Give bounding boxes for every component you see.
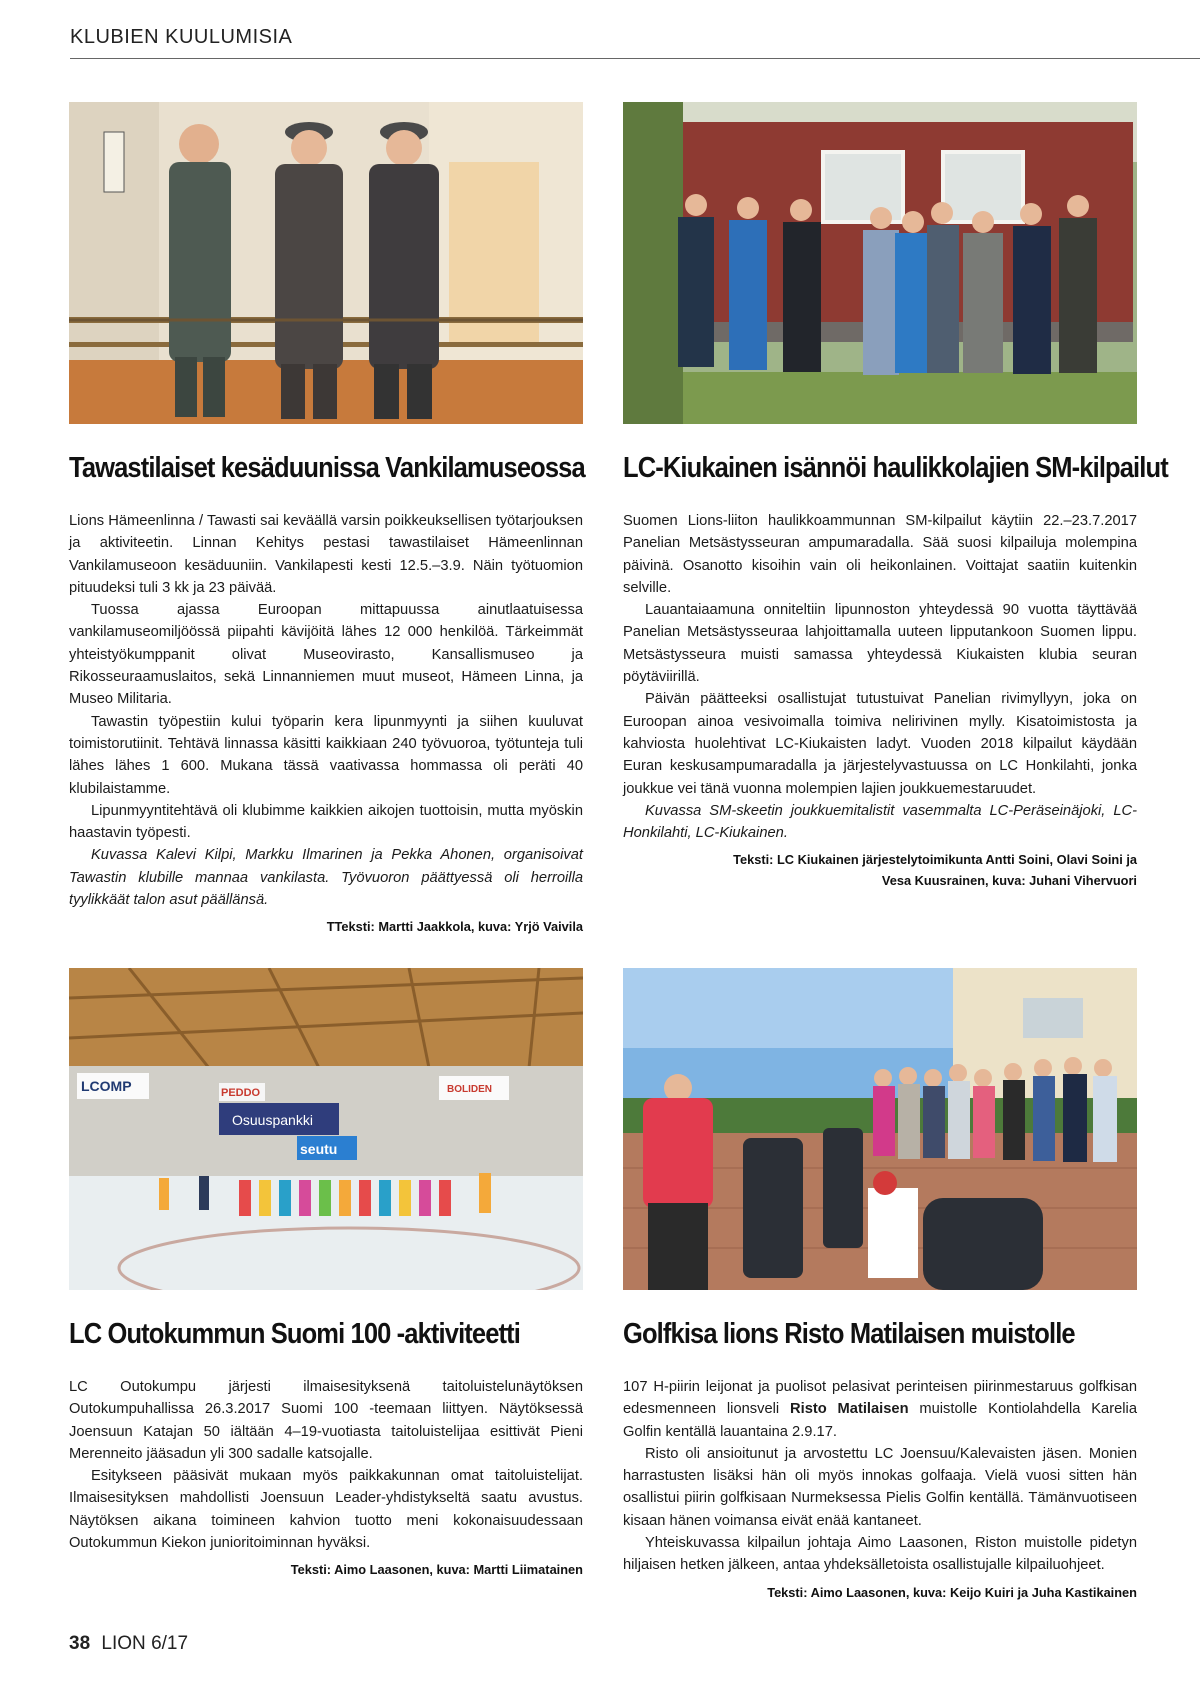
paragraph: Lions Hämeenlinna / Tawasti sai keväällä varsin poikkeuksellisen työtarjouksen ja aktiviteetin. Linnan Kehitys pestasi tawastilaiset Hämeenlinnan Vankilamuseoon kesäduuniin. Vankilapesti kesti 12.5.–3.9. Näin työtuomion pituudeksi tuli 3 kk ja 23 päivää. <box>69 513 583 596</box>
paragraph: Tuossa ajassa Euroopan mittapuussa ainutlaatuisessa vankilamuseomiljöössä piipahti kävijöitä lähes 12 000 henkilöä. Tärkeimmät yhteistyökumppanit olivat Museovirasto, Kansallismuseo ja Rikosseuraamuslaitos, sekä Linnanniemen muut museot, Hämeen Linna, ja Museo Militaria. <box>69 602 583 708</box>
photo-ice-show <box>69 968 583 1290</box>
paragraph <box>623 1376 1137 1443</box>
article-body <box>623 510 1137 844</box>
photo-golf-group <box>623 968 1137 1290</box>
article-credit <box>69 1559 583 1580</box>
page-number: 38 <box>69 1633 91 1654</box>
paragraph-bold: Risto Matilaisen <box>790 1401 909 1418</box>
paragraph: Yhteiskuvassa kilpailun johtaja Aimo Laasonen, Riston muistolle pidetyn hiljaisen hetken jälkeen, antaa yhdeksälletoista osallistujalle kilpailuohjeet. <box>623 1535 1137 1574</box>
section-title: KLUBIEN KUULUMISIA <box>70 26 293 48</box>
article-body <box>69 510 583 911</box>
page-footer <box>69 1633 188 1655</box>
paragraph: Lauantaiaamuna onniteltiin lipunnoston yhteydessä 90 vuotta täyttävää Panelian Metsästysseuraa lahjoittamalla uuteen lipputankoon Suomen lippu. Metsästysseura muisti samassa yhteydessä Kiukaisten klubia seuran pöytäviirillä. <box>623 602 1137 686</box>
article-title: Golfkisa lions Risto Matilaisen muistolle <box>623 1318 1075 1350</box>
banner-text: PEDDO <box>221 1087 261 1099</box>
paragraph: Suomen Lions-liiton haulikkoammunnan SM-kilpailut käytiin 22.–23.7.2017 Panelian Metsästysseuran ampumaradalla. Sää suosi kilpailuja molempina päivinä. Osanotto kisoihin vain oli heikonlainen. Voittajat saatiin kuitenkin selville. <box>623 513 1137 596</box>
paragraph: Esitykseen pääsivät mukaan myös paikkakunnan omat taitoluistelijat. Ilmaisesityksen mahdollisti Joensuun Leader-yhdistykseltä saatu avustus. Näytöksen aikana toimineen kahvion tuotto meni kokonaisuudessaan Outokummun Kiekon junioritoiminnan hyväksi. <box>69 1468 583 1552</box>
credit-line: Teksti: Aimo Laasonen, kuva: Keijo Kuiri ja Juha Kastikainen <box>767 1584 1137 1600</box>
paragraph-text: 107 H-piirin leijonat ja puolisot pelasivat perinteisen piirinmestaruus golfkisan edesmenneen lionsveli <box>623 1379 1137 1418</box>
photo-caption: Kuvassa Kalevi Kilpi, Markku Ilmarinen ja Pekka Ahonen, organisoivat Tawastin klubille mannaa vankilasta. Työvuoron päättyessä oli herroilla tyylikkäät talon asut päällänsä. <box>69 847 583 909</box>
photo-shooting-team <box>623 102 1137 424</box>
article-title: LC Outokummun Suomi 100 -aktiviteetti <box>69 1318 520 1350</box>
banner-text: seutu <box>300 1141 338 1157</box>
magazine-name: LION <box>101 1633 146 1654</box>
article-vankilamuseo <box>69 102 583 937</box>
paragraph: Tawastin työpestiin kului työparin kera lipunmyynti ja siihen kuuluvat toimistorutiinit. Tehtävä linnassa käsitti kaikkiaan 240 työvuoroa, työtunteja tuli lähes lähes 1 600. Mukana tässä vaativassa hommassa oli peräti 40 klubilaistamme. <box>69 713 583 797</box>
credit-line: Teksti: LC Kiukainen järjestelytoimikunta Antti Soini, Olavi Soini ja <box>733 852 1137 868</box>
photo-prison-museum <box>69 102 583 424</box>
article-outokumpu <box>69 968 583 1580</box>
credit-line: Vesa Kuusrainen, kuva: Juhani Vihervuori <box>881 873 1137 889</box>
paragraph-text: muistolle Kontiolahdella Karelia Golfin kentällä lauantaina 2.9.17. <box>623 1401 1137 1440</box>
article-golfkisa <box>623 968 1137 1603</box>
banner-text: Osuuspankki <box>232 1112 313 1128</box>
article-credit <box>69 916 583 937</box>
article-body <box>69 1376 583 1554</box>
credit-line: Teksti: Aimo Laasonen, kuva: Martti Liimatainen <box>290 1562 583 1578</box>
article-credit <box>623 849 1137 891</box>
paragraph: Lipunmyyntitehtävä oli klubimme kaikkien aikojen tuottoisin, mutta myöskin haastavin työpesti. <box>69 802 583 842</box>
paragraph: Risto oli ansioitunut ja arvostettu LC Joensuu/Kalevaisten jäsen. Monien harrastusten lisäksi hän oli myös innokas golfaaja. Vielä vuosi sitten hän osallistui piirin golfkisaan Nurmeksessa Pielis Golfin kentällä. Tämänvuotiseen kisaan hänen voimansa eivät enää kantaneet. <box>623 1445 1137 1529</box>
article-body <box>623 1376 1137 1577</box>
banner-text: BOLIDEN <box>447 1084 492 1095</box>
article-credit <box>623 1582 1137 1603</box>
paragraph: LC Outokumpu järjesti ilmaisesityksenä taitoluistelunäytöksen Outokumpuhallissa 26.3.2017 Suomi 100 -teemaan liittyen. Näytöksessä Joensuun Katajan 50 iältään 4–19-vuotiasta taitoluistelijaa esittivät Pieni Merenneito jääsadun yli 300 sadalle katsojalle. <box>69 1379 583 1462</box>
article-title: Tawastilaiset kesäduunissa Vankilamuseossa <box>69 452 585 484</box>
article-title: LC-Kiukainen isännöi haulikkolajien SM-kilpailut <box>623 452 1168 484</box>
photo-caption: Kuvassa SM-skeetin joukkuemitalistit vasemmalta LC-Peräseinäjoki, LC-Honkilahti, LC-Kiukainen. <box>623 802 1137 842</box>
paragraph: Päivän päätteeksi osallistujat tutustuivat Panelian rivimyllyyn, joka on Euroopan ainoa vesivoimalla toimiva nelirivinen mylly. Kisatoimistosta ja kahviosta huolehtivat LC-Kiukaisten ladyt. Vuoden 2018 kilpailut käydään Euran keskusampumaradalla ja järjestelyvastuussa on LC Honkilahti, jonka joukkue vei tänä vuonna molempien lajien joukkuemestaruudet. <box>623 691 1137 797</box>
credit-line: TTeksti: Martti Jaakkola, kuva: Yrjö Vaivila <box>326 919 583 935</box>
page-header <box>70 22 1200 59</box>
issue-number: 6/17 <box>151 1633 189 1654</box>
banner-text: LCOMP <box>81 1078 132 1094</box>
article-haulikko <box>623 102 1168 891</box>
